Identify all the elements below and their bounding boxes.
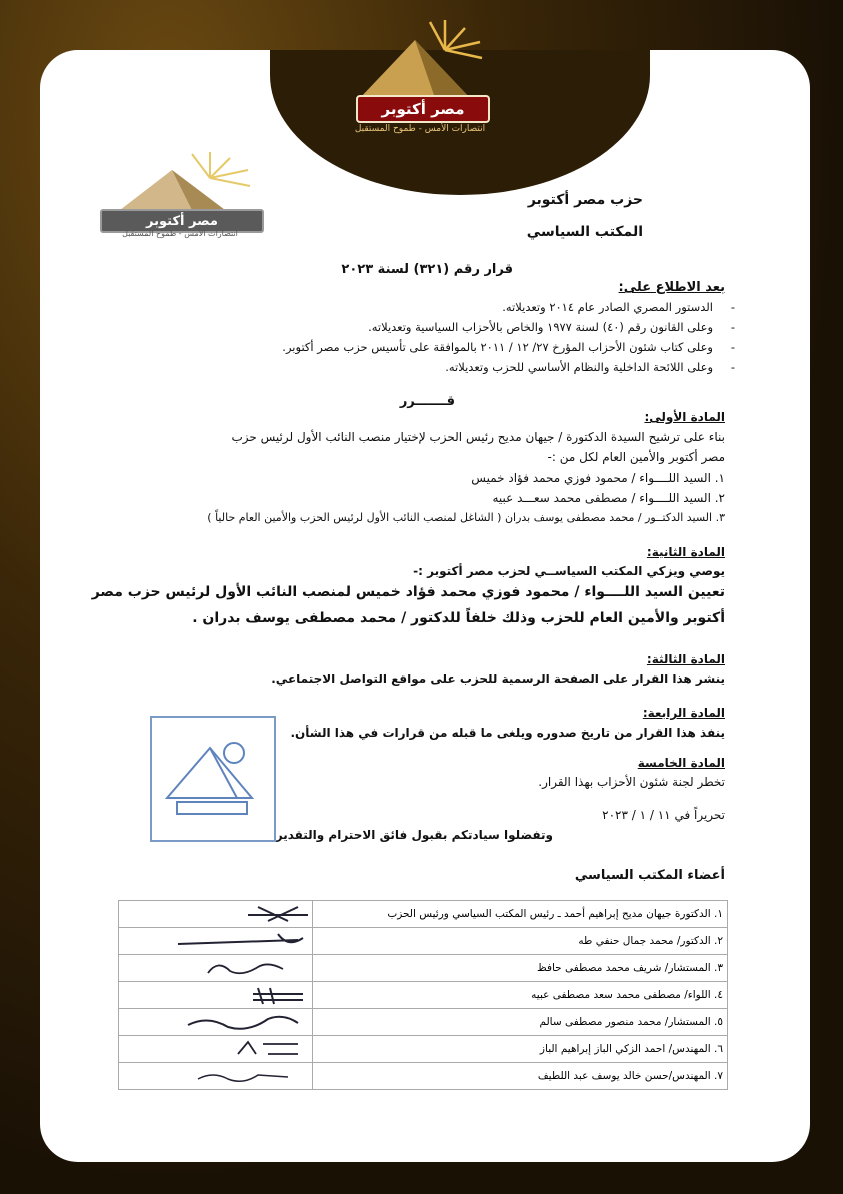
review-item: وعلى اللائحة الداخلية والنظام الأساسي للحزب وتعديلاته. - bbox=[445, 360, 713, 374]
article-2-text: يوصي ويزكي المكتب السياســي لحزب مصر أكتوبر :- bbox=[413, 564, 725, 578]
signature-icon bbox=[138, 1011, 308, 1033]
closing-line: وتفضلوا سيادتكم بقبول فائق الاحترام والتقدير bbox=[275, 828, 553, 842]
official-stamp bbox=[150, 716, 276, 842]
review-item: وعلى القانون رقم (٤٠) لسنة ١٩٧٧ والخاص بالأحزاب السياسية وتعديلاته. - bbox=[368, 320, 713, 334]
candidate-item: ٢. السيد اللــــواء / مصطفى محمد سعـــد عبيه bbox=[492, 491, 725, 505]
article-3-text: ينشر هذا القرار على الصفحة الرسمية للحزب على مواقع التواصل الاجتماعي. bbox=[271, 672, 725, 686]
article-3-heading: المادة الثالثة: bbox=[646, 652, 725, 666]
member-name: ٢. الدكتور/ محمد جمال حنفي طه bbox=[313, 928, 728, 955]
member-name: ٥. المستشار/ محمد منصور مصطفى سالم bbox=[313, 1009, 728, 1036]
member-name: ١. الدكتورة جيهان مديح إبراهيم أحمد ـ رئيس المكتب السياسي ورئيس الحزب bbox=[313, 901, 728, 928]
article-2-text: تعيين السيد اللــــواء / محمود فوزي محمد فؤاد خميس لمنصب النائب الأول لرئيس حزب مصر bbox=[91, 584, 725, 600]
table-row bbox=[119, 955, 728, 982]
signature-cell bbox=[119, 955, 313, 982]
signature-cell bbox=[119, 1063, 313, 1090]
signature-cell bbox=[119, 1009, 313, 1036]
review-item: وعلى كتاب شئون الأحزاب المؤرخ ٢٧/ ١٢ / ٢٠١١ بالموافقة على تأسيس حزب مصر أكتوبر. - bbox=[282, 340, 713, 354]
article-4-text: ينفذ هذا القرار من تاريخ صدوره ويلغى ما قبله من قرارات في هذا الشأن. bbox=[290, 726, 725, 740]
table-row bbox=[119, 1063, 728, 1090]
candidate-item: ٣. السيد الدكتــور / محمد مصطفى يوسف بدران ( الشاغل لمنصب النائب الأول لرئيس الحزب والأمين العام حالياً ) bbox=[207, 511, 725, 524]
signature-cell bbox=[119, 1036, 313, 1063]
member-name: ٤. اللواء/ مصطفى محمد سعد مصطفى عبيه bbox=[313, 982, 728, 1009]
review-heading: بعد الاطلاع على: bbox=[618, 280, 725, 295]
member-name: ٣. المستشار/ شريف محمد مصطفى حافظ bbox=[313, 955, 728, 982]
member-name: ٧. المهندس/حسن خالد يوسف عبد اللطيف bbox=[313, 1063, 728, 1090]
signature-icon bbox=[138, 984, 308, 1006]
decides-heading: قـــــــرر bbox=[399, 394, 455, 409]
table-row bbox=[119, 1036, 728, 1063]
article-1-text: بناء على ترشيح السيدة الدكتورة / جيهان مديح رئيس الحزب لإختيار منصب النائب الأول لرئيس حزب bbox=[231, 430, 725, 444]
table-row bbox=[119, 928, 728, 955]
signature-icon bbox=[138, 1038, 308, 1060]
brand-slogan: انتصارات الأمس - طموح المستقبل bbox=[354, 124, 486, 134]
brand-name: مصر أكتوبر bbox=[356, 95, 490, 123]
signature-icon bbox=[138, 1065, 308, 1087]
table-row bbox=[119, 901, 728, 928]
article-2-text: أكتوبر والأمين العام للحزب وذلك خلفاً للدكتور / محمد مصطفى يوسف بدران . bbox=[192, 610, 725, 626]
table-row bbox=[119, 982, 728, 1009]
article-2-heading: المادة الثانية: bbox=[646, 545, 725, 559]
signature-cell bbox=[119, 928, 313, 955]
candidate-item: ١. السيد اللــــواء / محمود فوزي محمد فؤاد خميس bbox=[471, 471, 725, 485]
article-1-heading: المادة الأولى: bbox=[644, 410, 725, 424]
stamp-pyramid-icon bbox=[152, 718, 270, 836]
signature-cell bbox=[119, 901, 313, 928]
article-5-text: تخطر لجنة شئون الأحزاب بهذا القرار. bbox=[538, 775, 725, 789]
org-name: حزب مصر أكتوبر bbox=[527, 192, 643, 208]
article-5-heading: المادة الخامسة bbox=[637, 756, 725, 770]
article-4-heading: المادة الرابعة: bbox=[642, 706, 725, 720]
member-name: ٦. المهندس/ احمد الزكي الباز إبراهيم الباز bbox=[313, 1036, 728, 1063]
table-row bbox=[119, 1009, 728, 1036]
letterhead-slogan: انتصارات الأمس - طموح المستقبل bbox=[122, 229, 238, 238]
signature-icon bbox=[138, 903, 308, 925]
decision-title: قرار رقم (٣٢١) لسنة ٢٠٢٣ bbox=[341, 262, 513, 277]
article-1-text: مصر أكتوبر والأمين العام لكل من :- bbox=[547, 450, 725, 464]
office-name: المكتب السياسي bbox=[526, 224, 643, 240]
members-table bbox=[118, 900, 728, 1090]
signature-icon bbox=[138, 930, 308, 952]
date-line: تحريراً في ١١ / ١ / ٢٠٢٣ bbox=[602, 808, 725, 822]
members-heading: أعضاء المكتب السياسي bbox=[574, 868, 725, 883]
signature-cell bbox=[119, 982, 313, 1009]
signature-icon bbox=[138, 957, 308, 979]
letterhead-brand-name: مصر أكتوبر bbox=[100, 209, 264, 233]
review-item: الدستور المصري الصادر عام ٢٠١٤ وتعديلاته. - bbox=[502, 300, 713, 314]
